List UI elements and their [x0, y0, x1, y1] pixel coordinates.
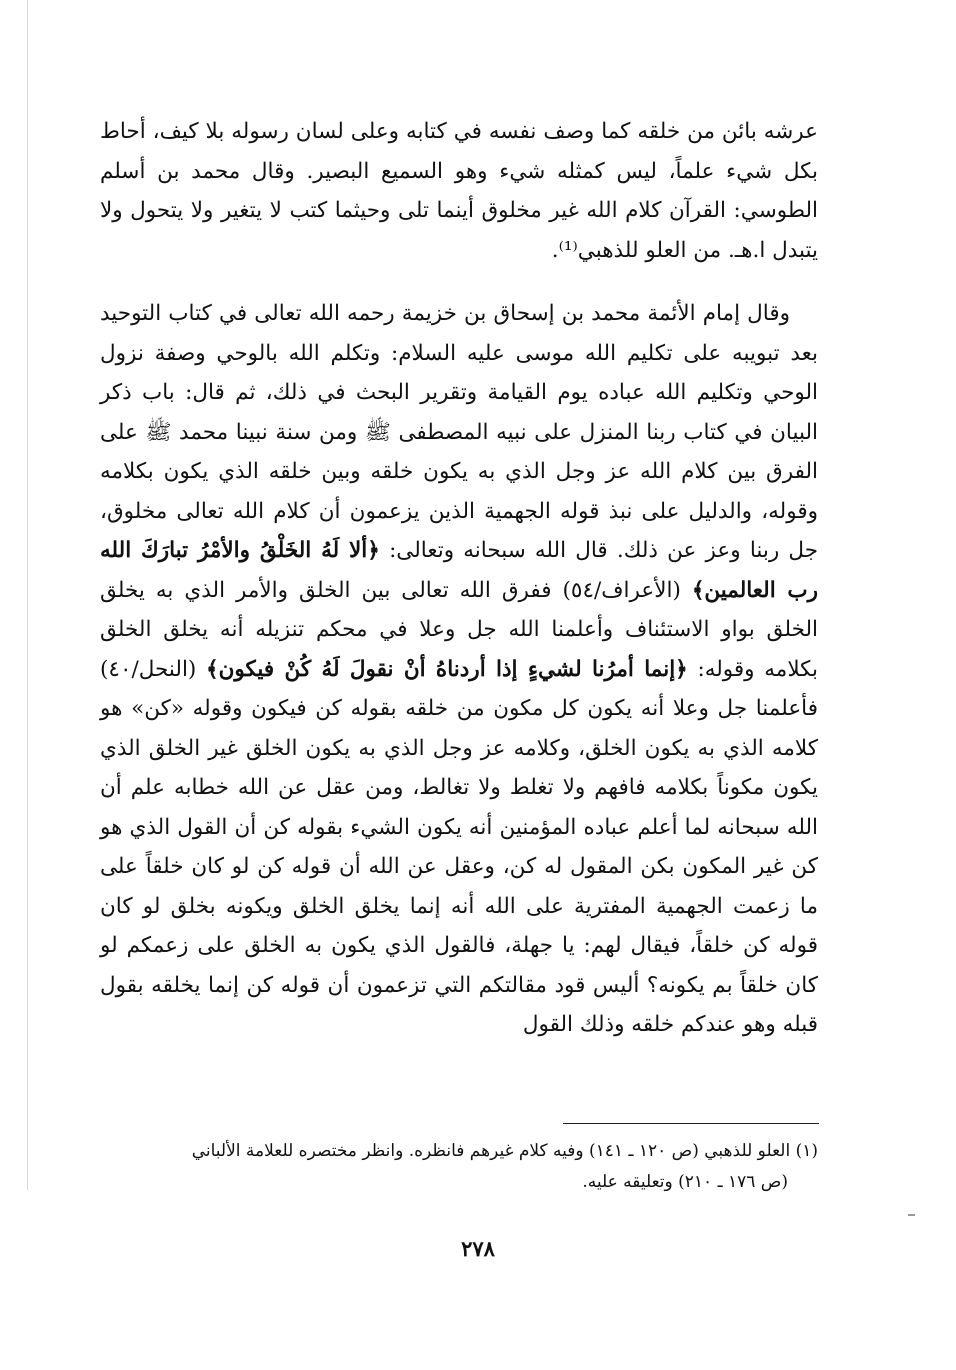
- binding-gutter-line: [27, 0, 28, 1190]
- footnote-text-1: العلو للذهبي (ص ١٢٠ ـ ١٤١) وفيه كلام غيرهم فانظره. وانظر مختصره للعلامة الألباني: [191, 1141, 791, 1161]
- main-text-paragraph-1: [100, 112, 818, 270]
- main-text-paragraph-2: [100, 294, 818, 1045]
- footnotes: [100, 1136, 818, 1198]
- footnote-marker: (١): [795, 1141, 818, 1161]
- footnote-separator: [563, 1123, 819, 1124]
- footnote-line-1: [100, 1136, 818, 1167]
- paragraph-2-part-3: (النحل/٤٠) فأعلمنا جل وعلا أنه يكون كل مكون من خلقه بقوله كن فيكون وقوله «كن» هو كلامه الذي به يكون الخلق، وكلامه عز وجل الذي به يكون الخلق غير الخلق الذي يكون مكوناً بكلامه فافهم ولا تغلط ولا تغالط، ومن عقل عن الله خطابه علم أن الله سبحانه لما أعلم عباده المؤمنين أنه يكون الشيء بقوله كن أن القول الذي هو كن غير المكون بكن المقول له كن، وعقل عن الله أن قوله كن لو كان خلقاً على ما زعمت الجهمية المفترية على الله أنه إنما يخلق الخلق ويكونه بخلق لو كان قوله كن خلقاً، فيقال لهم: يا جهلة، فالقول الذي يكون به الخلق على زعمكم لو كان خلقاً بم يكونه؟ أليس قود مقالتكم التي تزعمون أن قوله كن إنما يخلقه بقول قبله وهو عندكم خلقه وذلك القول: [100, 656, 818, 1037]
- scan-speck: [908, 1214, 915, 1216]
- paragraph-2-part-2: (الأعراف/٥٤) ففرق الله تعالى بين الخلق والأمر الذي به يخلق الخلق بواو الاستئناف وأعلمنا الله جل وعلا في محكم تنزيله أنه يخلق الخلق بكلامه وقوله:: [100, 577, 818, 682]
- quran-verse-al-araf: ﴿ألا لَهُ الخَلْقُ والأمْرُ تبارَكَ الله رب العالمين﴾: [100, 538, 818, 603]
- paragraph-2-text: [100, 294, 818, 1045]
- paragraph-1-text: عرشه بائن من خلقه كما وصف نفسه في كتابه وعلى لسان رسوله بلا كيف، أحاط بكل شيء علماً، ليس كمثله شيء وهو السميع البصير. وقال محمد بن أسلم الطوسي: القرآن كلام الله غير مخلوق أينما تلى وحيثما كتب لا يتغير ولا يتحول ولا يتبدل ا.هـ. من العلو للذهبي⁽¹⁾.: [100, 119, 818, 263]
- quran-verse-an-nahl: ﴿إنما أمرُنا لشيءٍ إذا أردناهُ أنْ نقولَ لَهُ كُنْ فيكون﴾: [206, 656, 688, 682]
- paragraph-2-part-1: وقال إمام الأئمة محمد بن إسحاق بن خزيمة رحمه الله تعالى في كتاب التوحيد بعد تبويبه على تكليم الله موسى عليه السلام: وتكلم الله بالوحي وصفة نزول الوحي وتكليم الله عباده يوم القيامة وتقرير البحث في ذلك، ثم قال: باب ذكر البيان في كتاب ربنا المنزل على نبيه المصطفى ﷺ ومن سنة نبينا محمد ﷺ على الفرق بين كلام الله عز وجل الذي به يكون خلقه وبين خلقه الذي يكون بكلامه وقوله، والدليل على نبذ قوله الجهمية الذين يزعمون أن كلام الله تعالى مخلوق، جل ربنا وعز عن ذلك. قال الله سبحانه وتعالى:: [100, 301, 818, 563]
- page-number: ٢٧٨: [461, 1236, 495, 1261]
- footnote-line-2: (ص ١٧٦ ـ ٢١٠) وتعليقه عليه.: [582, 1172, 788, 1192]
